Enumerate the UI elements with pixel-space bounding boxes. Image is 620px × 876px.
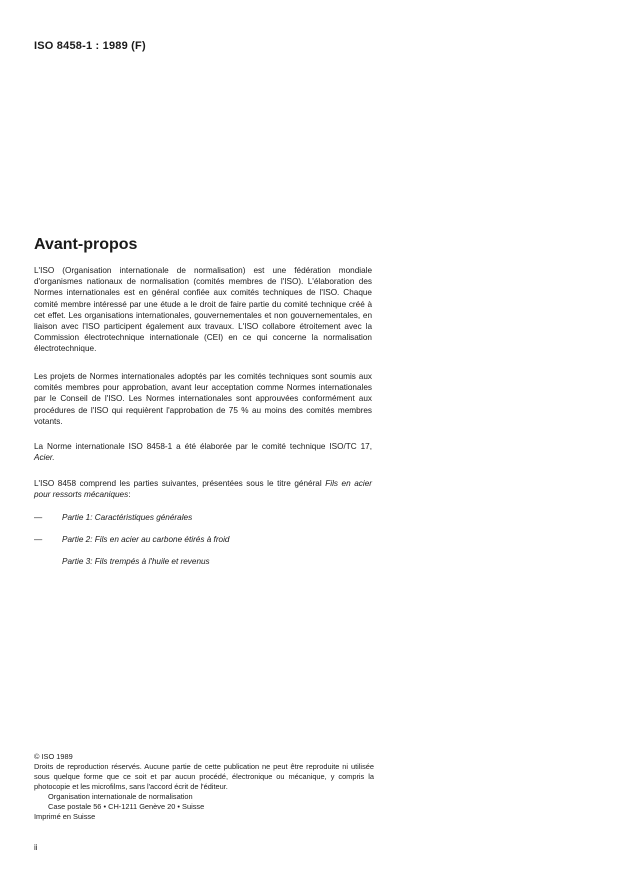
paragraph-4-colon: : xyxy=(128,490,131,500)
paragraph-4-text: L'ISO 8458 comprend les parties suivantes, présentées sous le titre général xyxy=(34,479,322,488)
foreword-paragraph-3 xyxy=(34,441,372,463)
printed-in: Imprimé en Suisse xyxy=(34,812,96,821)
list-dash: — xyxy=(34,535,43,544)
list-item xyxy=(34,556,210,567)
reproduction-notice: Droits de reproduction réservés. Aucune partie de cette publication ne peut être reproduite ni utilisée sous quelque forme que ce soit et par aucun procédé, électronique ou mécanique, y compris la photocopie et les microfilms, sans l'accord écrit de l'éditeur. xyxy=(34,762,374,791)
foreword-paragraph-2: Les projets de Normes internationales adoptés par les comités techniques sont soumis aux comités membres pour approbation, avant leur acceptation comme Normes internationales par le Conseil de l'ISO. Les Normes internationales sont approuvées conformément aux procédures de l'ISO qui requièrent l'approbation de 75 % au moins des comités membres votants. xyxy=(34,372,372,426)
standard-identifier: ISO 8458-1 : 1989 (F) xyxy=(34,40,146,52)
paragraph-3-text: La Norme internationale ISO 8458-1 a été élaborée par le comité technique ISO/TC 17, xyxy=(34,442,372,451)
section-heading: Avant-propos xyxy=(34,236,138,253)
list-dash: — xyxy=(34,513,43,522)
organisation-name: Organisation internationale de normalisation xyxy=(48,792,193,801)
copyright-line: © ISO 1989 xyxy=(34,752,73,761)
list-item xyxy=(34,512,192,523)
list-item xyxy=(34,534,229,545)
part-title: Partie 3: Fils trempés à l'huile et revenus xyxy=(62,557,210,566)
part-title: Partie 2: Fils en acier au carbone étirés à froid xyxy=(62,535,230,544)
part-title: Partie 1: Caractéristiques générales xyxy=(62,513,193,522)
copyright-block xyxy=(34,752,374,822)
foreword-paragraph-4 xyxy=(34,478,372,500)
foreword-paragraph-1: L'ISO (Organisation internationale de normalisation) est une fédération mondiale d'organismes nationaux de normalisation (comités membres de l'ISO). L'élaboration des Normes internationales est en général confiée aux comités techniques de l'ISO. Chaque comité membre intéressé par une étude a le droit de faire partie du comité technique créé à cet effet. Les organisations internationales, gouvernementales et non gouvernementales, en liaison avec l'ISO participent également aux travaux. L'ISO collabore étroitement avec la Commission électrotechnique internationale (CEI) en ce qui concerne la normalisation électrotechnique. xyxy=(34,266,372,354)
series-title: Fils en acier pour ressorts mécaniques xyxy=(34,479,372,500)
postal-address: Case postale 56 • CH-1211 Genève 20 • Suisse xyxy=(48,802,205,811)
committee-title: Acier. xyxy=(34,453,55,463)
page-number: ii xyxy=(34,843,38,852)
